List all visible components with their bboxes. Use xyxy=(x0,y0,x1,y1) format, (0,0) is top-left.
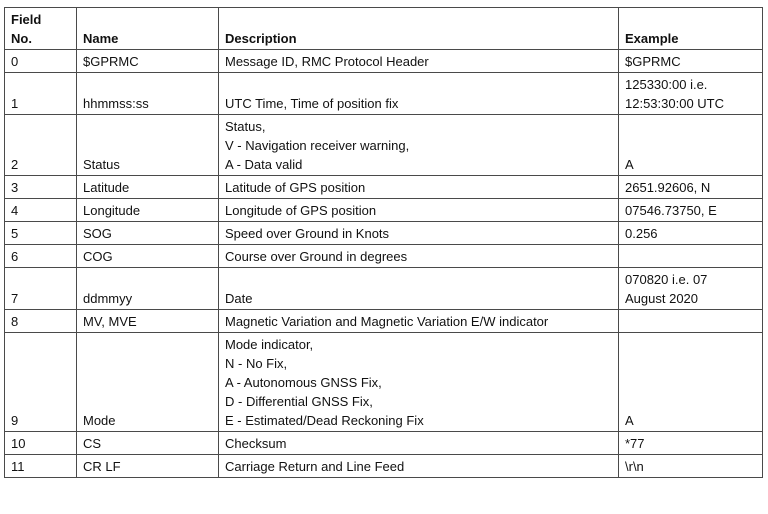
cell-example: *77 xyxy=(619,432,763,455)
cell-example: 07546.73750, E xyxy=(619,199,763,222)
cell-name: SOG xyxy=(77,222,219,245)
cell-name: Longitude xyxy=(77,199,219,222)
cell-example: A xyxy=(619,333,763,432)
cell-description: Date xyxy=(219,268,619,310)
table-row xyxy=(5,199,763,222)
cell-name: CR LF xyxy=(77,455,219,478)
cell-name: COG xyxy=(77,245,219,268)
cell-name: CS xyxy=(77,432,219,455)
cell-description: Latitude of GPS position xyxy=(219,176,619,199)
cell-example: \r\n xyxy=(619,455,763,478)
cell-description: Longitude of GPS position xyxy=(219,199,619,222)
cell-name: Status xyxy=(77,115,219,176)
table-row xyxy=(5,455,763,478)
table-row xyxy=(5,50,763,73)
table-row xyxy=(5,73,763,115)
cell-example: A xyxy=(619,115,763,176)
nmea-field-table-container xyxy=(4,7,763,478)
cell-name: hhmmss:ss xyxy=(77,73,219,115)
table-row xyxy=(5,432,763,455)
cell-example: 070820 i.e. 07 August 2020 xyxy=(619,268,763,310)
cell-description: Course over Ground in degrees xyxy=(219,245,619,268)
table-header xyxy=(5,8,763,50)
table-row xyxy=(5,176,763,199)
table-row xyxy=(5,310,763,333)
table-row xyxy=(5,333,763,432)
cell-field-no: 2 xyxy=(5,115,77,176)
cell-field-no: 10 xyxy=(5,432,77,455)
cell-field-no: 8 xyxy=(5,310,77,333)
nmea-field-table xyxy=(4,7,763,478)
header-field-no: Field No. xyxy=(5,8,77,50)
cell-field-no: 5 xyxy=(5,222,77,245)
cell-description: Mode indicator, N - No Fix, A - Autonomous GNSS Fix, D - Differential GNSS Fix, E - Estimated/Dead Reckoning Fix xyxy=(219,333,619,432)
cell-example: 2651.92606, N xyxy=(619,176,763,199)
cell-example xyxy=(619,245,763,268)
cell-field-no: 11 xyxy=(5,455,77,478)
cell-example: 125330:00 i.e. 12:53:30:00 UTC xyxy=(619,73,763,115)
cell-description: Magnetic Variation and Magnetic Variation E/W indicator xyxy=(219,310,619,333)
cell-description: Carriage Return and Line Feed xyxy=(219,455,619,478)
header-example: Example xyxy=(619,8,763,50)
cell-name: Latitude xyxy=(77,176,219,199)
header-description: Description xyxy=(219,8,619,50)
table-row xyxy=(5,245,763,268)
cell-description: Message ID, RMC Protocol Header xyxy=(219,50,619,73)
cell-name: ddmmyy xyxy=(77,268,219,310)
cell-name: $GPRMC xyxy=(77,50,219,73)
cell-description: Speed over Ground in Knots xyxy=(219,222,619,245)
cell-description: Status, V - Navigation receiver warning, A - Data valid xyxy=(219,115,619,176)
cell-example: $GPRMC xyxy=(619,50,763,73)
cell-name: Mode xyxy=(77,333,219,432)
cell-field-no: 3 xyxy=(5,176,77,199)
cell-example xyxy=(619,310,763,333)
cell-field-no: 9 xyxy=(5,333,77,432)
table-body xyxy=(5,50,763,478)
table-row xyxy=(5,222,763,245)
cell-description: UTC Time, Time of position fix xyxy=(219,73,619,115)
cell-field-no: 7 xyxy=(5,268,77,310)
header-name: Name xyxy=(77,8,219,50)
header-row xyxy=(5,8,763,50)
table-row xyxy=(5,115,763,176)
cell-field-no: 4 xyxy=(5,199,77,222)
cell-field-no: 1 xyxy=(5,73,77,115)
table-row xyxy=(5,268,763,310)
cell-field-no: 0 xyxy=(5,50,77,73)
cell-field-no: 6 xyxy=(5,245,77,268)
cell-example: 0.256 xyxy=(619,222,763,245)
cell-description: Checksum xyxy=(219,432,619,455)
cell-name: MV, MVE xyxy=(77,310,219,333)
